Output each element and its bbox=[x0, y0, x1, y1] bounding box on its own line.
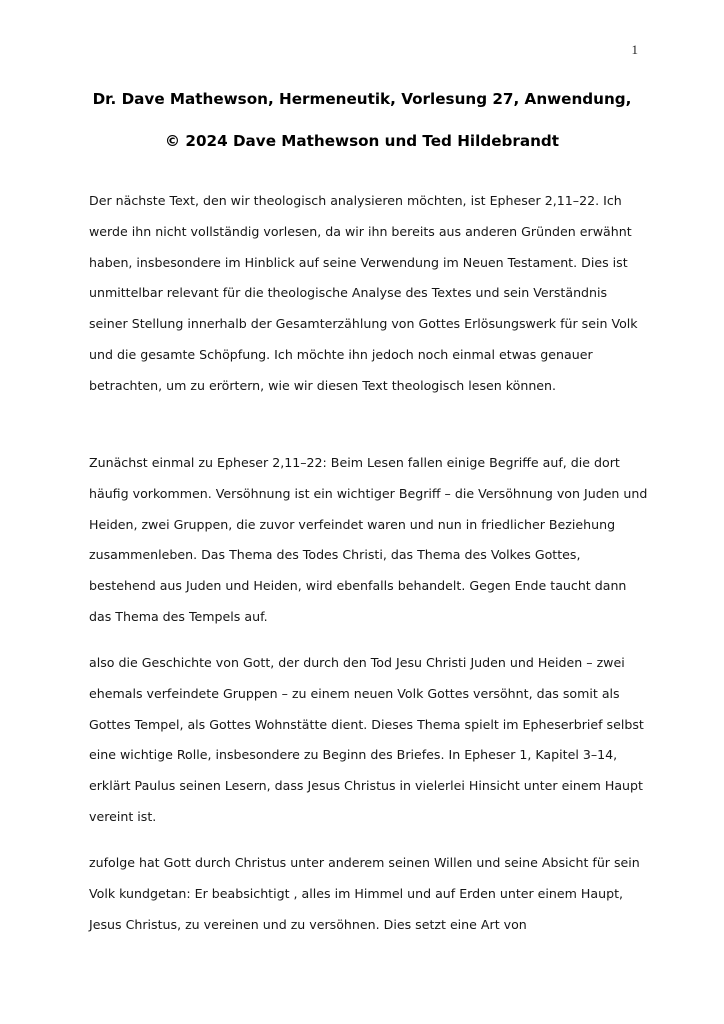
document-title: Dr. Dave Mathewson, Hermeneutik, Vorlesung 27, Anwendung, bbox=[92, 90, 632, 108]
body-paragraph: Zunächst einmal zu Epheser 2,11–22: Beim Lesen fallen einige Begriffe auf, die dort häufig vorkommen. Versöhnung ist ein wichtiger Begriff – die Versöhnung von Juden und Heiden, zwei Gruppen, die zuvor verfeindet waren und nun in friedlicher Beziehung zusammenleben. Das Thema des Todes Christi, das Thema des Volkes Gottes, bestehend aus Juden und Heiden, wird ebenfalls behandelt. Gegen Ende taucht dann das Thema des Tempels auf. bbox=[89, 455, 648, 624]
copyright-line: © 2024 Dave Mathewson und Ted Hildebrandt bbox=[164, 132, 560, 150]
page-number: 1 bbox=[631, 42, 638, 57]
body-paragraph: also die Geschichte von Gott, der durch den Tod Jesu Christi Juden und Heiden – zwei ehemals verfeindete Gruppen – zu einem neuen Volk Gottes versöhnt, das somit als Gottes Tempel, als Gottes Wohnstätte dient. Dieses Thema spielt im Epheserbrief selbst eine wichtige Rolle, insbesondere zu Beginn des Briefes. In Epheser 1, Kapitel 3–14, erklärt Paulus seinen Lesern, dass Jesus Christus in vielerlei Hinsicht unter einem Haupt vereint ist. bbox=[89, 655, 644, 824]
body-paragraph: Der nächste Text, den wir theologisch analysieren möchten, ist Epheser 2,11–22. Ich werde ihn nicht vollständig vorlesen, da wir ihn bereits aus anderen Gründen erwähnt haben, insbesondere im Hinblick auf seine Verwendung im Neuen Testament. Dies ist unmittelbar relevant für die theologische Analyse des Textes und sein Verständnis seiner Stellung innerhalb der Gesamterzählung von Gottes Erlösungswerk für sein Volk und die gesamte Schöpfung. Ich möchte ihn jedoch noch einmal etwas genauer betrachten, um zu erörtern, wie wir diesen Text theologisch lesen können. bbox=[89, 193, 638, 393]
body-paragraph: zufolge hat Gott durch Christus unter anderem seinen Willen und seine Absicht für sein Volk kundgetan: Er beabsichtigt , alles im Himmel und auf Erden unter einem Haupt, Jesus Christus, zu vereinen und zu versöhnen. Dies setzt eine Art von bbox=[89, 855, 640, 932]
